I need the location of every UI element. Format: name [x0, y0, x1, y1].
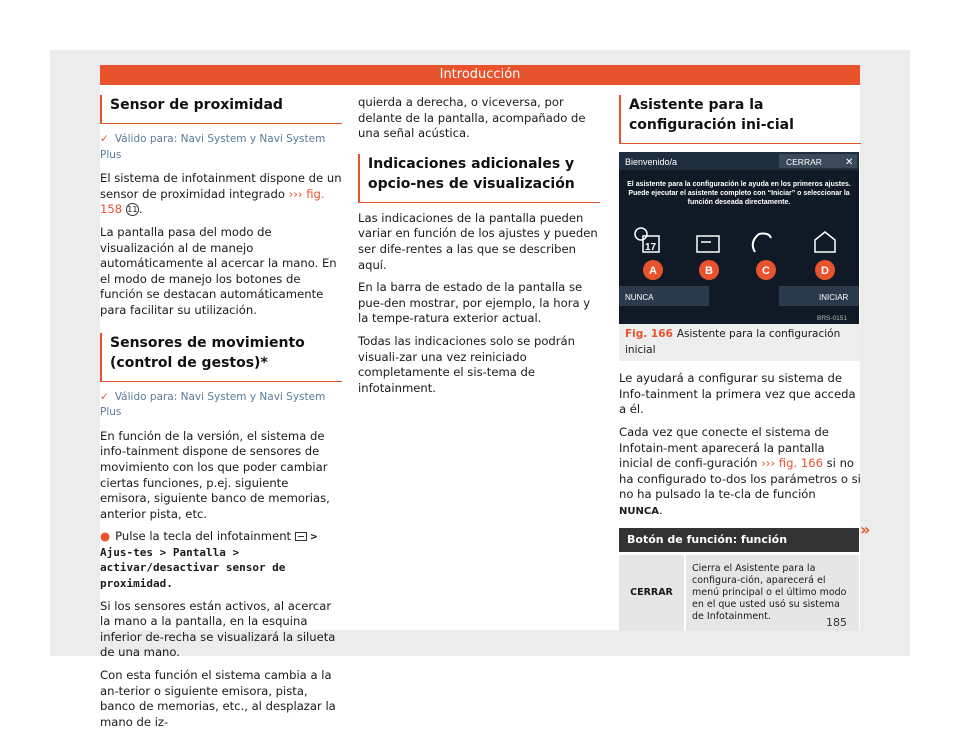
- paragraph: El sistema de infotainment dispone de un sensor de proximidad integrado ››› fig. 158 11.: [100, 171, 342, 217]
- section-heading-gestures: [100, 333, 342, 382]
- function-key: NUNCA: [619, 505, 659, 517]
- chapter-header: Introducción: [100, 65, 860, 85]
- table-value: Cierra el Asistente para la configura-ción, aparecerá el menú principal o el último modo en el que usted usó su sistema de Infotainment.: [685, 553, 859, 631]
- section-heading-indications: [358, 154, 600, 203]
- table-key: CERRAR: [619, 553, 685, 631]
- section-title: Sensores de movimiento (control de gestos)*: [110, 334, 305, 371]
- check-icon: ✓: [100, 133, 109, 145]
- paragraph: Cada vez que conecte el sistema de Infotain-ment aparecerá la pantalla inicial de confi-guración ››› fig. 166 si no ha configurado to-dos los parámetros o si no ha pulsado la te-cla de función NUNCA.: [619, 424, 861, 517]
- label-d: D: [821, 265, 829, 277]
- infotainment-screen: [619, 152, 859, 324]
- screen-title: Bienvenido/a: [625, 157, 678, 167]
- settings-key-icon: [295, 532, 307, 541]
- page-number: 185: [826, 616, 847, 629]
- figure-link[interactable]: ››› fig. 166: [761, 456, 823, 471]
- continue-icon: »: [860, 520, 871, 539]
- callout-badge: 11: [127, 205, 138, 215]
- paragraph: Le ayudará a configurar su sistema de Info-tainment la primera vez que acceda a él.: [619, 371, 856, 417]
- close-icon: ✕: [845, 157, 854, 168]
- column-left: [100, 95, 342, 737]
- close-button: CERRAR: [786, 157, 822, 167]
- paragraph: Las indicaciones de la pantalla pueden variar en función de los ajustes y pueden ser dife-rentes a las que se describen aquí.: [358, 210, 598, 272]
- label-c: C: [762, 265, 770, 277]
- calendar-day: 17: [645, 242, 657, 253]
- paragraph: Todas las indicaciones solo se podrán visuali-zar una vez reiniciado completamente el sis-tema de infotainment.: [358, 333, 575, 395]
- figure-link[interactable]: ››› fig. 158: [100, 186, 325, 217]
- table-header: Botón de función: función: [619, 528, 859, 554]
- never-button: NUNCA: [625, 293, 654, 302]
- section-heading-assistant: [619, 95, 861, 144]
- paragraph: Con esta función el sistema cambia a la an-terior o siguiente emisora, pista, banco de memorias, etc., al desplazar la mano de iz-: [100, 668, 336, 729]
- figure-screen: [619, 152, 859, 324]
- section-title: Indicaciones adicionales y opcio-nes de visualización: [368, 155, 575, 192]
- paragraph: En función de la versión, el sistema de info-tainment dispone de sensores de movimiento con los que poder cambiar ciertas funciones, p.ej. siguiente emisora, siguiente banco de memorias, anterior pista, etc.: [100, 428, 330, 521]
- validity-note: ✓ Válido para: Navi System y Navi System Plus: [100, 133, 326, 161]
- function-table: [619, 528, 859, 631]
- column-middle: [358, 95, 600, 403]
- section-title: Sensor de proximidad: [110, 97, 283, 113]
- table-row: [619, 553, 859, 631]
- paragraph: La pantalla pasa del modo de visualización al de manejo automáticamente al acercar la mano. En el modo de manejo los botones de función se destacan automáticamente para facilitar su utilización.: [100, 224, 337, 317]
- paragraph: En la barra de estado de la pantalla se pue-den mostrar, por ejemplo, la hora y la tempe-ratura exterior actual.: [358, 280, 591, 326]
- paragraph: quierda a derecha, o viceversa, por delante de la pantalla, acompañado de una señal acústica.: [358, 95, 586, 141]
- label-b: B: [705, 265, 713, 277]
- figure-number: Fig. 166: [625, 328, 673, 340]
- screen-text: El asistente para la configuración le ayuda en los primeros ajustes. Puede ejecutar el asistente completo con “Iniciar” o seleccionar la función deseada directamente.: [627, 181, 851, 206]
- section-heading-sensor: [100, 95, 342, 124]
- figure-code: BRS-0151: [817, 315, 847, 322]
- check-icon: ✓: [100, 390, 109, 403]
- bullet-icon: ●: [100, 529, 111, 544]
- column-right: [619, 95, 861, 631]
- start-button: INICIAR: [819, 293, 849, 302]
- label-a: A: [649, 265, 657, 277]
- validity-note: ✓ Válido para: Navi System y Navi System Plus: [100, 390, 326, 419]
- figure-caption: Fig. 166 Asistente para la configuración inicial: [619, 324, 861, 361]
- bullet-item: ● Pulse la tecla del infotainment > Ajus-tes > Pantalla > activar/desactivar sensor de proximidad.: [100, 529, 318, 591]
- section-title: Asistente para la configuración ini-cial: [629, 97, 794, 133]
- paragraph: Si los sensores están activos, al acercar la mano a la pantalla, en la esquina inferior de-recha se visualizará la silueta de una mano.: [100, 598, 336, 660]
